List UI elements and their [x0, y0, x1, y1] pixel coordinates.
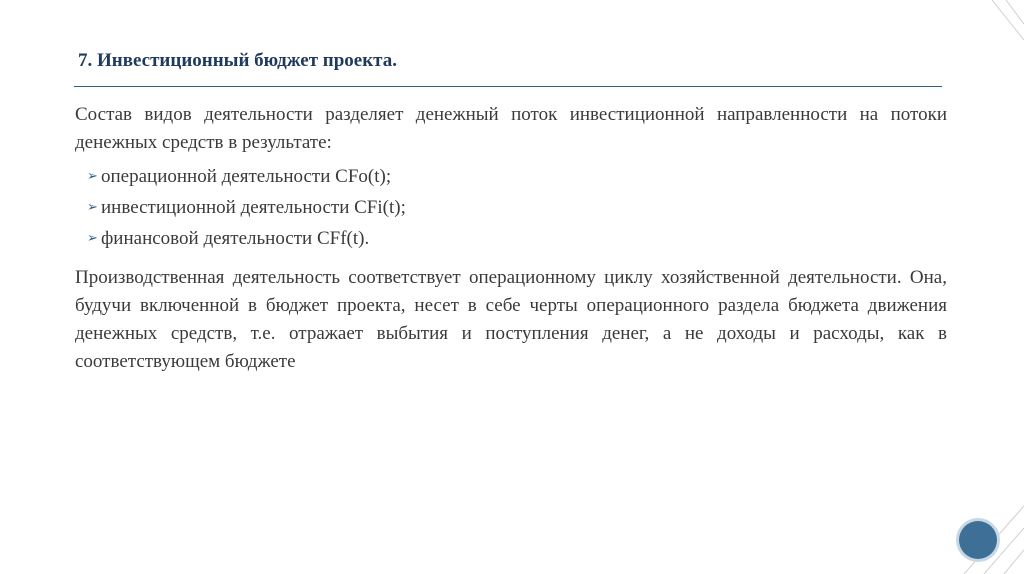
slide-content [75, 101, 947, 376]
activity-list [75, 161, 947, 254]
arrowhead-bullet-icon: ➢ [87, 231, 98, 246]
intro-paragraph: Состав видов деятельности разделяет денежный поток инвестиционной направленности на потоки денежных средств в результате: [75, 104, 947, 153]
list-item [87, 161, 947, 192]
list-item-text: инвестиционной деятельности CFi(t); [101, 197, 406, 218]
list-item-text: операционной деятельности CFo(t); [101, 166, 392, 187]
arrowhead-bullet-icon: ➢ [87, 169, 98, 184]
slide-title: 7. Инвестиционный бюджет проекта. [78, 50, 397, 71]
list-item-text: финансовой деятельности CFf(t). [101, 228, 370, 249]
arrowhead-bullet-icon: ➢ [87, 200, 98, 215]
list-item [87, 192, 947, 223]
list-item [87, 223, 947, 254]
body-paragraph: Производственная деятельность соответствует операционному циклу хозяйственной деятельности. Она, будучи включенной в бюджет проекта, несет в себе черты операционного раздела бюджета движения денежных средств, т.е. отражает выбытия и поступления денег, а не доходы и расходы, как в соответствующем бюджете [75, 267, 947, 372]
title-underline [74, 86, 942, 87]
page-number-badge [959, 521, 997, 559]
